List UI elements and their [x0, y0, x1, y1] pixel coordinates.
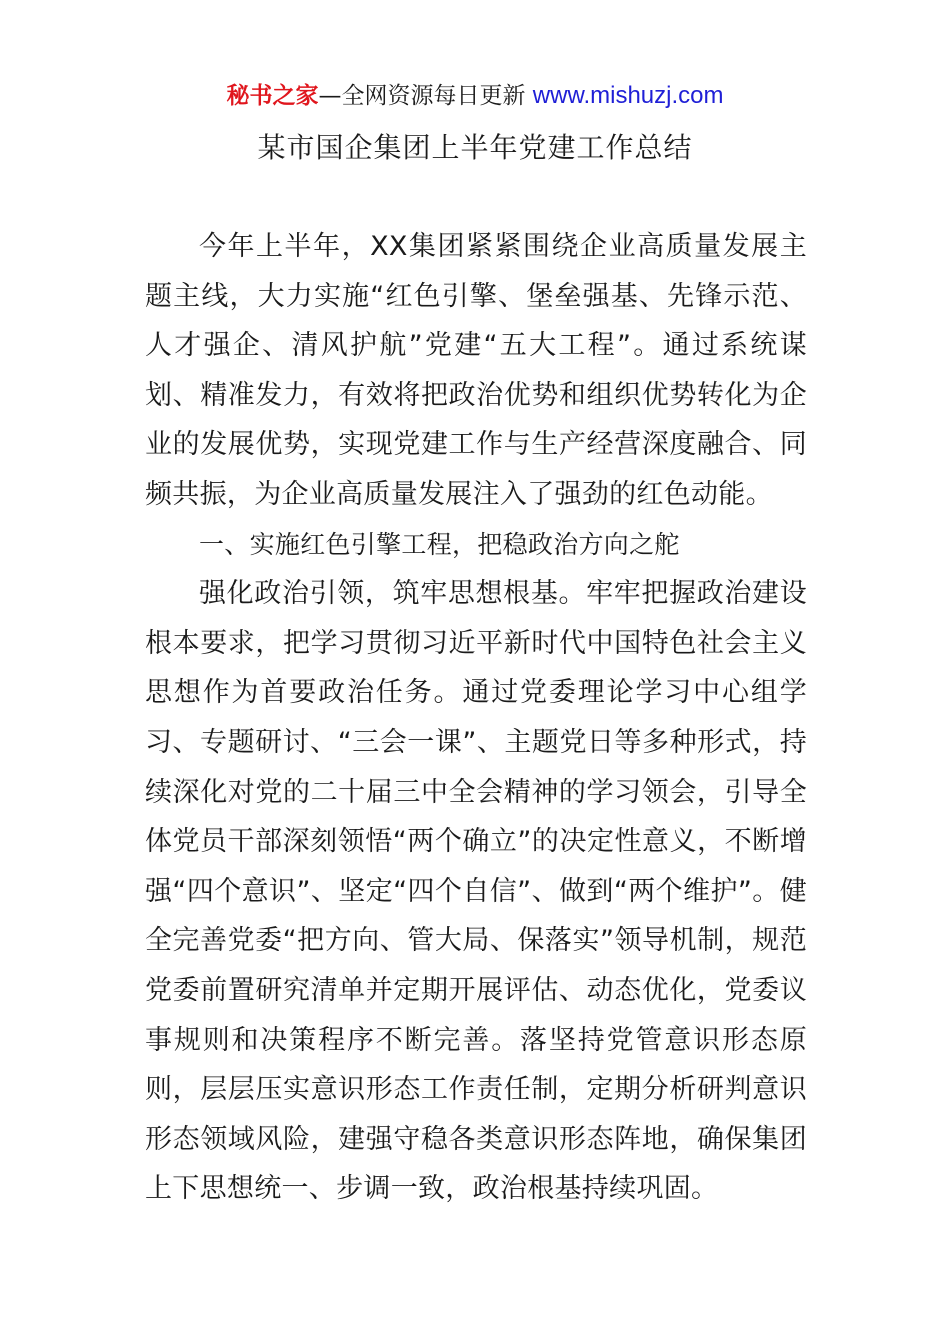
- document-body: [145, 222, 807, 1214]
- section-paragraph-1: 强化政治引领，筑牢思想根基。牢牢把握政治建设根本要求，把学习贯彻习近平新时代中国特色社会主义思想作为首要政治任务。通过党委理论学习中心组学习、专题研讨、“三会一课”、主题党日等多种形式，持续深化对党的二十届三中全会精神的学习领会，引导全体党员干部深刻领悟“两个确立”的决定性意义，不断增强“四个意识”、坚定“四个自信”、做到“两个维护”。健全完善党委“把方向、管大局、保落实”领导机制，规范党委前置研究清单并定期开展评估、动态优化，党委议事规则和决策程序不断完善。落坚持党管意识形态原则，层层压实意识形态工作责任制，定期分析研判意识形态领域风险，建强守稳各类意识形态阵地，确保集团上下思想统一、步调一致，政治根基持续巩固。: [145, 578, 807, 1205]
- header-tagline: —全网资源每日更新: [318, 83, 533, 109]
- brand-name: 秘书之家: [226, 83, 319, 109]
- document-title: 某市国企集团上半年党建工作总结: [257, 131, 693, 164]
- site-header: [0, 80, 950, 112]
- section-heading-1: 一、实施红色引擎工程，把稳政治方向之舵: [199, 529, 680, 559]
- intro-paragraph: 今年上半年，XX集团紧紧围绕企业高质量发展主题主线，大力实施“红色引擎、堡垒强基、先锋示范、人才强企、清风护航”党建“五大工程”。通过系统谋划、精准发力，有效将把政治优势和组织优势转化为企业的发展优势，实现党建工作与生产经营深度融合、同频共振，为企业高质量发展注入了强劲的红色动能。: [145, 231, 807, 510]
- site-url-link[interactable]: www.mishuzj.com: [532, 82, 724, 109]
